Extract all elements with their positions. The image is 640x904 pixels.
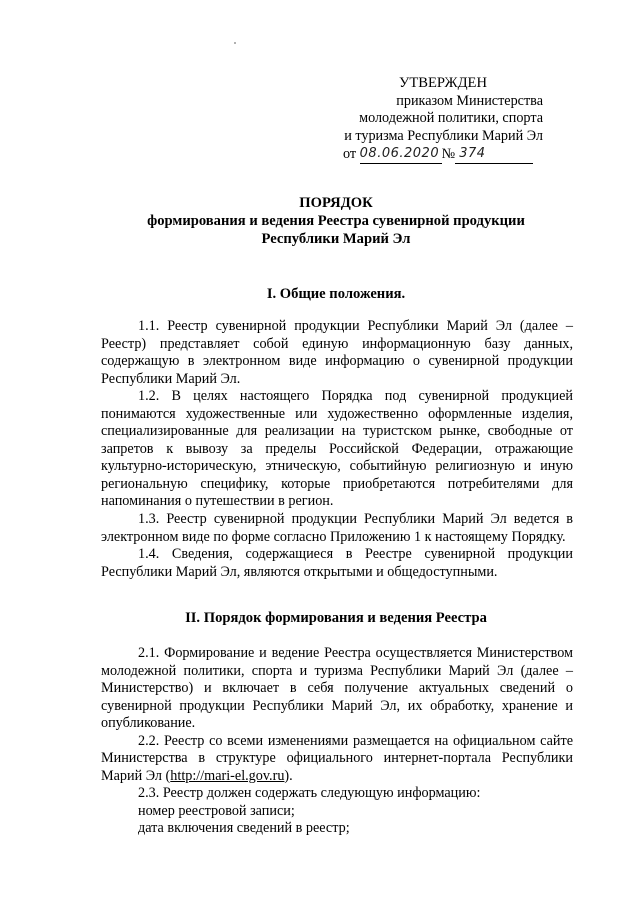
section-2-heading: II. Порядок формирования и ведения Реестра <box>185 610 487 626</box>
paragraph-2-2-text: 2.2. Реестр со всеми изменениями размещается на официальном сайте Министерства в структуре официального интернет-портала Республики Марий Эл ( <box>101 732 573 784</box>
approval-number-sign: № <box>441 146 456 163</box>
paragraph-1-4: 1.4. Сведения, содержащиеся в Реестре сувенирной продукции Республики Марий Эл, являются открытыми и общедоступными. <box>101 546 573 580</box>
section-1-heading: I. Общие положения. <box>266 286 406 302</box>
section-2-body <box>101 645 573 838</box>
document-title-line-1: ПОРЯДОК <box>299 195 373 211</box>
paragraph-1-3: 1.3. Реестр сувенирной продукции Республики Марий Эл ведется в электронном виде по форме согласно Приложению 1 к настоящему Порядку. <box>101 511 573 545</box>
approval-stamp-block <box>343 75 543 164</box>
list-item-record-number: номер реестровой записи; <box>138 802 295 819</box>
list-item-inclusion-date: дата включения сведений в реестр; <box>138 820 350 837</box>
paragraph-2-3: 2.3. Реестр должен содержать следующую информацию: <box>138 785 481 802</box>
approval-line-3: и туризма Республики Марий Эл <box>344 127 543 144</box>
scan-speck <box>234 42 236 44</box>
document-title-line-2: формирования и ведения Реестра сувенирной продукции <box>147 213 525 229</box>
document-title <box>100 194 572 248</box>
paragraph-1-1: 1.1. Реестр сувенирной продукции Республики Марий Эл (далее – Реестр) представляет собой единую информационную базу данных, содержащую в электронном виде информацию о сувенирной продукции Республики Марий Эл. <box>101 318 573 387</box>
approval-date-prefix: от <box>343 146 357 163</box>
portal-link[interactable]: http://mari-el.gov.ru <box>170 767 285 784</box>
document-title-line-3: Республики Марий Эл <box>261 231 411 247</box>
approval-date-line <box>343 145 543 164</box>
approval-date-handwritten: 08.06.2020 <box>360 145 442 164</box>
section-1-body <box>101 318 573 581</box>
paragraph-2-2-end: ). <box>284 767 293 784</box>
approval-number-handwritten: 374 <box>455 145 533 164</box>
approval-line-2: молодежной политики, спорта <box>359 110 543 127</box>
paragraph-2-2 <box>101 733 573 786</box>
approval-line-1: приказом Министерства <box>396 92 543 109</box>
paragraph-2-1: 2.1. Формирование и ведение Реестра осуществляется Министерством молодежной политики, спорта и туризма Республики Марий Эл (далее – Министерство) и включает в себя получение актуальных сведений о сувенирной продукции Республики Марий Эл, их обработку, хранение и опубликование. <box>101 645 573 732</box>
paragraph-1-2: 1.2. В целях настоящего Порядка под сувенирной продукцией понимаются художественные или художественно оформленные изделия, специализированные для реализации на туристском рынке, свободные от запретов к вывозу за пределы Российской Федерации, отражающие культурно-историческую, этническую, событийную религиозную и иную региональную специфику, которые приобретаются потребителями для напоминания о путешествии в регион. <box>101 388 573 510</box>
approval-title: УТВЕРЖДЕН <box>399 75 487 91</box>
